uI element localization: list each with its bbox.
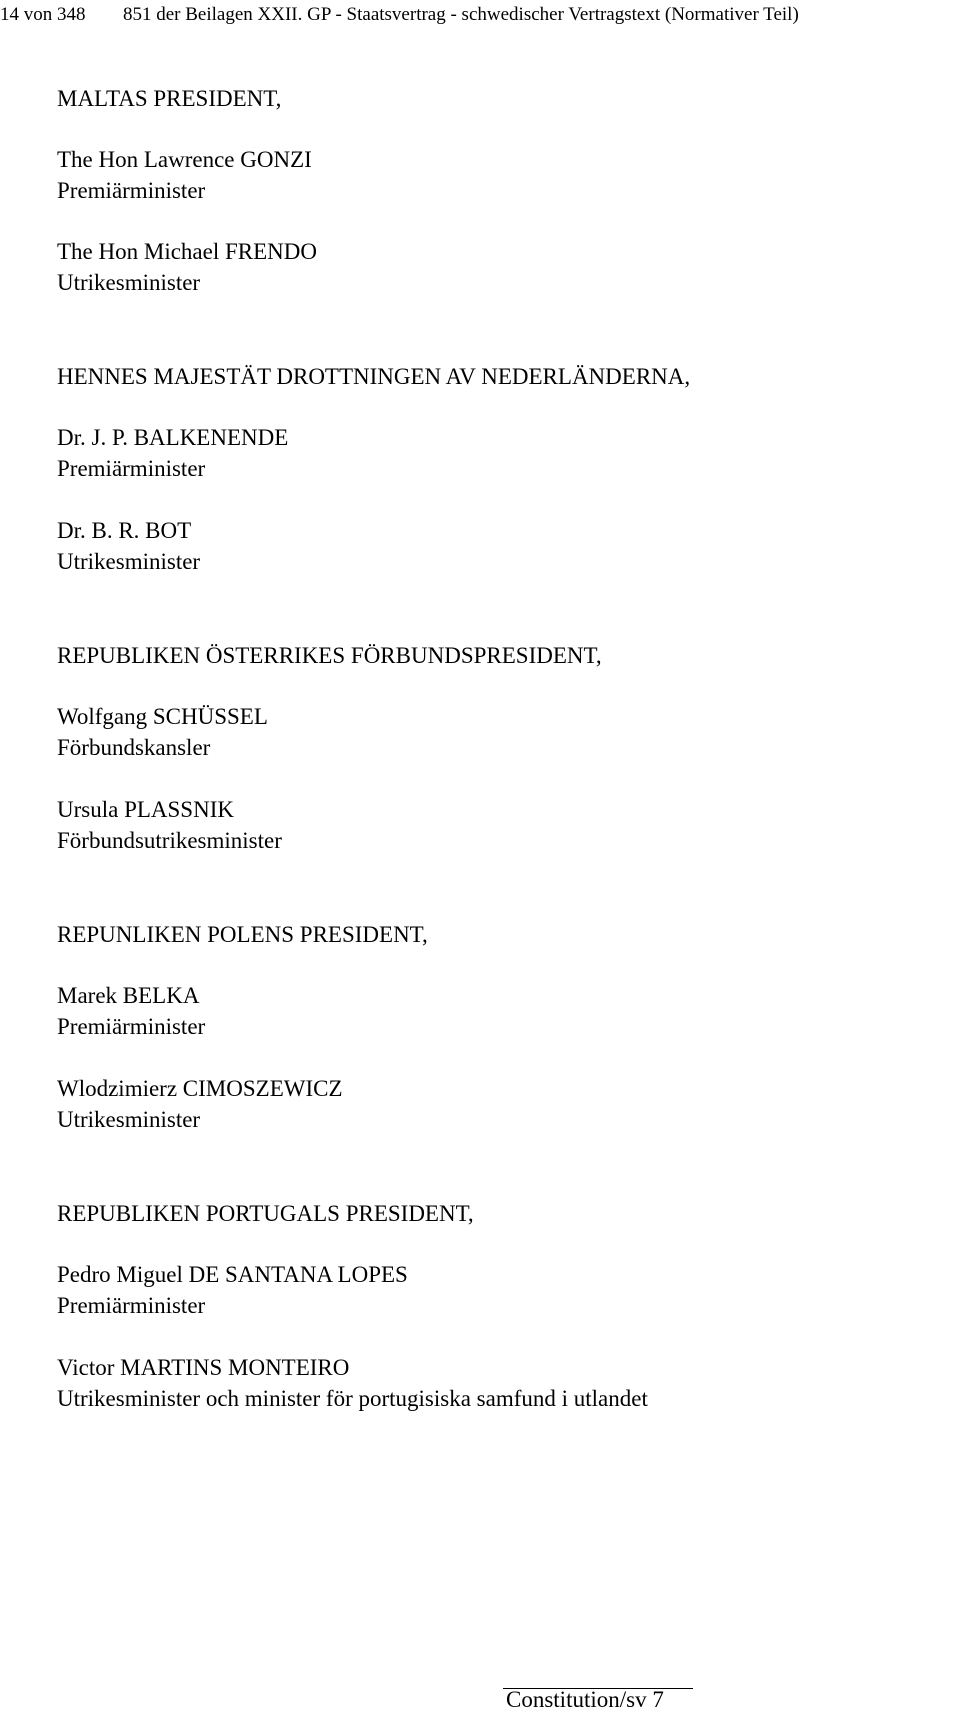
page-header — [0, 3, 960, 27]
page-number: 14 von 348 — [0, 4, 86, 25]
portugal-signatory-1-name: Pedro Miguel DE SANTANA LOPES — [57, 1262, 408, 1287]
portugal-heading: REPUBLIKEN PORTUGALS PRESIDENT, — [57, 1201, 474, 1226]
netherlands-signatory-2-name: Dr. B. R. BOT — [57, 518, 192, 543]
netherlands-signatory-1-role: Premiärminister — [57, 456, 206, 481]
portugal-signatory-1-role: Premiärminister — [57, 1293, 206, 1318]
netherlands-heading: HENNES MAJESTÄT DROTTNINGEN AV NEDERLÄNDERNA, — [57, 364, 691, 389]
malta-heading: MALTAS PRESIDENT, — [57, 86, 282, 111]
malta-signatory-2-name: The Hon Michael FRENDO — [57, 239, 317, 264]
document-title: 851 der Beilagen XXII. GP - Staatsvertrag - schwedischer Vertragstext (Normativer Teil) — [123, 4, 799, 25]
austria-signatory-1-name: Wolfgang SCHÜSSEL — [57, 704, 268, 729]
netherlands-signatory-2-role: Utrikesminister — [57, 549, 201, 574]
poland-signatory-2-role: Utrikesminister — [57, 1107, 201, 1132]
malta-signatory-2-role: Utrikesminister — [57, 270, 201, 295]
portugal-signatory-2-role: Utrikesminister och minister för portugisiska samfund i utlandet — [57, 1386, 648, 1411]
malta-signatory-1-role: Premiärminister — [57, 178, 206, 203]
malta-signatory-1-name: The Hon Lawrence GONZI — [57, 147, 312, 172]
austria-signatory-2-name: Ursula PLASSNIK — [57, 797, 234, 822]
austria-signatory-2-role: Förbundsutrikesminister — [57, 828, 282, 853]
page-footer: Constitution/sv 7 — [506, 1687, 664, 1712]
poland-signatory-1-role: Premiärminister — [57, 1014, 206, 1039]
austria-heading: REPUBLIKEN ÖSTERRIKES FÖRBUNDSPRESIDENT, — [57, 643, 602, 668]
poland-heading: REPUNLIKEN POLENS PRESIDENT, — [57, 922, 428, 947]
portugal-signatory-2-name: Victor MARTINS MONTEIRO — [57, 1355, 350, 1380]
austria-signatory-1-role: Förbundskansler — [57, 735, 211, 760]
poland-signatory-2-name: Wlodzimierz CIMOSZEWICZ — [57, 1076, 343, 1101]
netherlands-signatory-1-name: Dr. J. P. BALKENENDE — [57, 425, 289, 450]
poland-signatory-1-name: Marek BELKA — [57, 983, 200, 1008]
